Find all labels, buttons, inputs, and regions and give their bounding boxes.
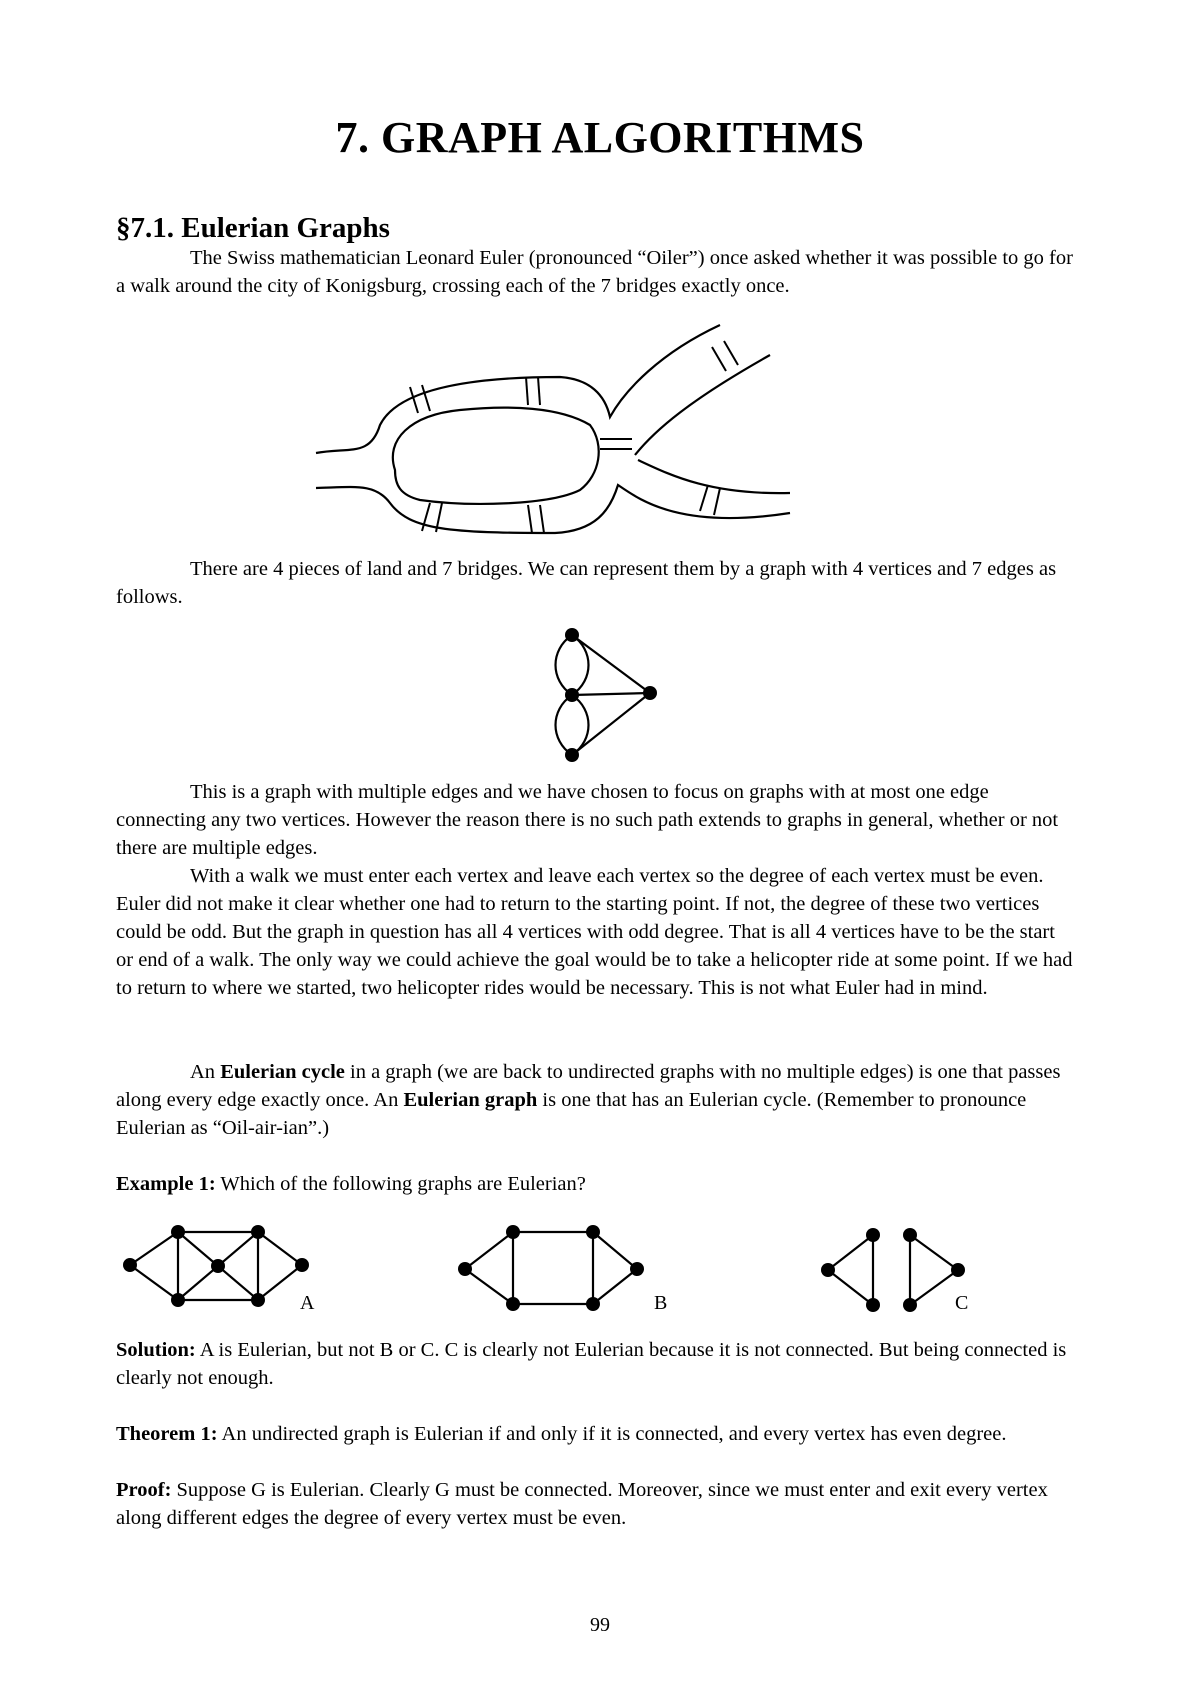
section-title: §7.1. Eulerian Graphs	[116, 212, 390, 244]
definition-paragraph: An Eulerian cycle in a graph (we are back to undirected graphs with no multiple edges) is one that passes along every edge exactly once. An Eulerian graph is one that has an Eulerian cycle. (Remember to pronounce Eulerian as “Oil-air-ian”.)	[116, 1061, 1061, 1139]
proof-label: Proof:	[116, 1479, 172, 1501]
graph-a-label: A	[300, 1292, 315, 1314]
konigsberg-map	[300, 335, 800, 545]
graph-b-label: B	[654, 1292, 668, 1314]
theorem-label: Theorem 1:	[116, 1423, 218, 1445]
term-eulerian-graph: Eulerian graph	[403, 1089, 538, 1111]
graph-c	[818, 1225, 968, 1315]
chapter-title: 7. GRAPH ALGORITHMS	[335, 113, 865, 162]
graph-b	[455, 1222, 655, 1312]
land-bridges-paragraph: There are 4 pieces of land and 7 bridges. We can represent them by a graph with 4 vertices and 7 edges as follows.	[116, 558, 1057, 608]
term-eulerian-cycle: Eulerian cycle	[220, 1061, 345, 1083]
page-number: 99	[590, 1614, 610, 1636]
multi-edges-paragraph: This is a graph with multiple edges and we have chosen to focus on graphs with at most one edge connecting any two vertices. However the reason there is no such path extends to graphs in general, whether or not there are multiple edges.	[116, 781, 1059, 859]
graph-c-label: C	[955, 1292, 969, 1314]
solution-paragraph: Solution: A is Eulerian, but not B or C. C is clearly not Eulerian because it is not connected. But being connected is clearly not enough.	[116, 1339, 1067, 1389]
solution-label: Solution:	[116, 1339, 196, 1361]
theorem-paragraph: Theorem 1: An undirected graph is Eulerian if and only if it is connected, and every vertex has even degree.	[116, 1423, 1007, 1445]
intro-paragraph: The Swiss mathematician Leonard Euler (pronounced “Oiler”) once asked whether it was possible to go for a walk around the city of Konigsburg, crossing each of the 7 bridges exactly once.	[116, 247, 1073, 297]
graph-a	[120, 1222, 320, 1312]
walk-paragraph: With a walk we must enter each vertex and leave each vertex so the degree of each vertex must be even. Euler did not make it clear whether one had to return to the starting point. If not, the degree of these two vertices could be odd. But the graph in question has all 4 vertices with odd degree. That is all 4 vertices have to be the start or end of a walk. The only way we could achieve the goal would be to take a helicopter ride at some point. If we had to return to where we started, two helicopter rides would be necessary. This is not what Euler had in mind.	[116, 865, 1073, 999]
proof-paragraph: Proof: Suppose G is Eulerian. Clearly G must be connected. Moreover, since we must enter and exit every vertex along different edges the degree of every vertex must be even.	[116, 1479, 1048, 1529]
example-label: Example 1:	[116, 1173, 216, 1195]
example-paragraph: Example 1: Which of the following graphs are Eulerian?	[116, 1173, 586, 1195]
konigsberg-multigraph	[540, 625, 680, 765]
